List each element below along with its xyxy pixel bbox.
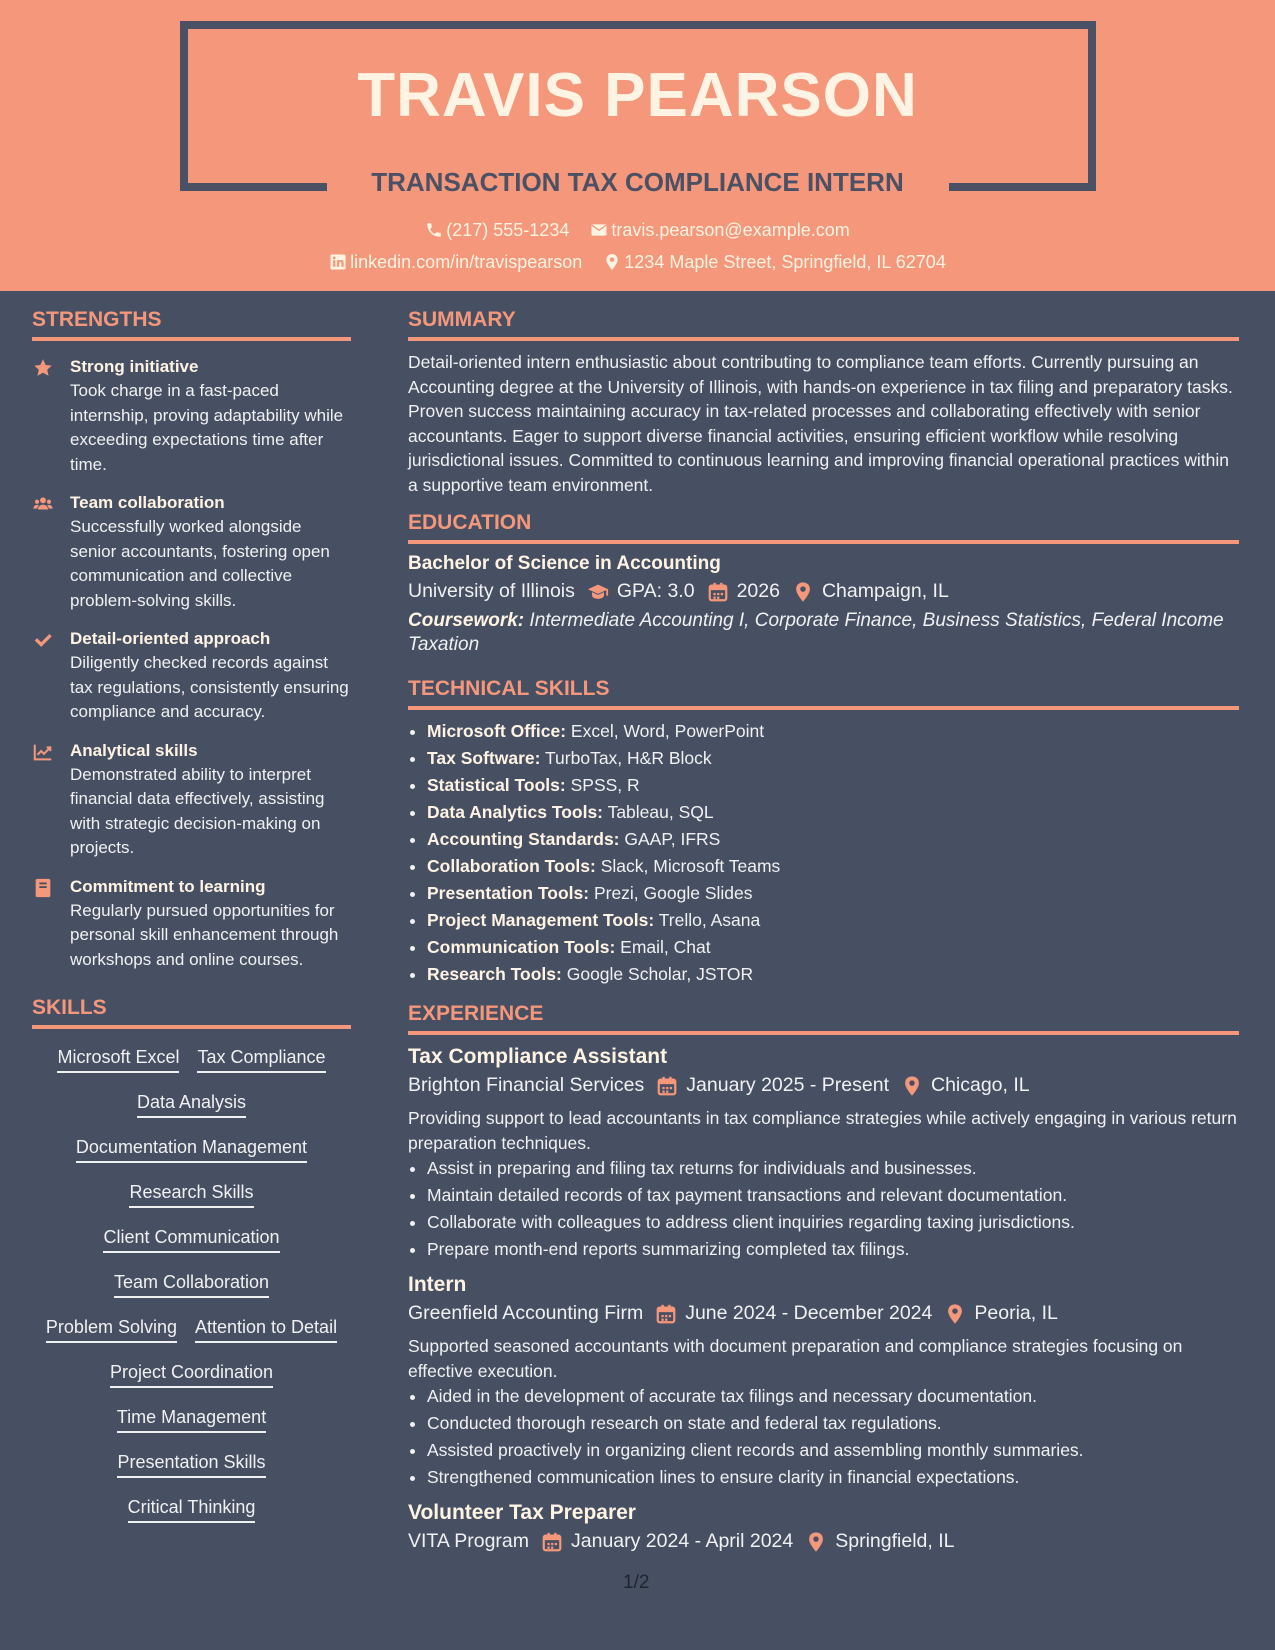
strength-item — [32, 875, 351, 973]
graduation-year: 2026 — [736, 580, 780, 602]
phone-text: (217) 555-1234 — [446, 220, 570, 240]
experience-title: EXPERIENCE — [408, 1002, 1239, 1035]
school-name: University of Illinois — [408, 580, 575, 602]
list-item: • Microsoft Office: Excel, Word, PowerPoint — [427, 718, 1239, 745]
skill-tag: Problem Solving — [46, 1317, 177, 1343]
list-item: • Assisted proactively in organizing client records and assembling monthly summaries. — [427, 1437, 1239, 1464]
graduation-cap-icon — [587, 581, 609, 603]
job-dates: January 2025 - Present — [686, 1074, 889, 1096]
list-item: • Accounting Standards: GAAP, IFRS — [427, 826, 1239, 853]
job-title: Tax Compliance Assistant — [408, 1045, 668, 1068]
users-icon — [32, 493, 54, 515]
list-item: • Conducted thorough research on state and federal tax regulations. — [427, 1410, 1239, 1437]
summary-title: SUMMARY — [408, 308, 1239, 341]
strength-title: Detail-oriented approach — [70, 629, 271, 648]
strength-desc: Successfully worked alongside senior accountants, fostering open communication and collective problem-solving skills. — [70, 517, 330, 610]
job-entry — [408, 1045, 1239, 1263]
list-item: • Project Management Tools: Trello, Asana — [427, 907, 1239, 934]
email-contact[interactable] — [590, 220, 849, 241]
linkedin-contact[interactable] — [329, 252, 582, 273]
technical-skills-title: TECHNICAL SKILLS — [408, 677, 1239, 710]
linkedin-text: linkedin.com/in/travispearson — [350, 252, 583, 272]
phone-icon — [425, 221, 443, 239]
skills-list — [32, 1037, 351, 1532]
list-item: • Collaboration Tools: Slack, Microsoft Teams — [427, 853, 1239, 880]
strength-desc: Took charge in a fast-paced internship, proving adaptability while exceeding expectations time after time. — [70, 381, 344, 474]
skills-title: SKILLS — [32, 996, 351, 1029]
location-pin-icon — [805, 1531, 827, 1553]
education-meta — [408, 580, 1239, 603]
company-name: Brighton Financial Services — [408, 1074, 645, 1096]
left-column — [32, 308, 351, 1532]
calendar-icon — [655, 1303, 677, 1325]
job-meta — [408, 1074, 1239, 1097]
job-meta — [408, 1302, 1239, 1325]
list-item: • Assist in preparing and filing tax returns for individuals and businesses. — [427, 1155, 1239, 1182]
contact-row-2 — [0, 252, 1275, 273]
address-contact — [603, 252, 946, 273]
company-name: Greenfield Accounting Firm — [408, 1302, 644, 1324]
job-dates: June 2024 - December 2024 — [685, 1302, 933, 1324]
job-entry — [408, 1273, 1239, 1491]
calendar-icon — [707, 581, 729, 603]
strengths-title: STRENGTHS — [32, 308, 351, 341]
list-item: • Strengthened communication lines to ensure clarity in financial expectations. — [427, 1464, 1239, 1491]
envelope-icon — [590, 221, 608, 239]
gpa-text: GPA: 3.0 — [616, 580, 695, 602]
candidate-name: TRAVIS PEARSON — [357, 61, 918, 130]
coursework — [408, 609, 1239, 657]
strength-desc: Regularly pursued opportunities for personal skill enhancement through workshops and online courses. — [70, 900, 339, 969]
skill-tag: Presentation Skills — [117, 1452, 265, 1478]
address-text: 1234 Maple Street, Springfield, IL 62704 — [624, 252, 946, 272]
calendar-icon — [656, 1075, 678, 1097]
skill-tag: Team Collaboration — [114, 1272, 269, 1298]
job-location: Peoria, IL — [974, 1302, 1058, 1324]
page-number: 1/2 — [623, 1572, 650, 1593]
skill-tag: Microsoft Excel — [57, 1047, 179, 1073]
check-icon — [32, 629, 54, 651]
job-entry — [408, 1501, 1239, 1553]
job-location: Springfield, IL — [835, 1530, 955, 1552]
job-description: Providing support to lead accountants in tax compliance strategies while actively engaging in various return preparation techniques. — [408, 1108, 1237, 1153]
strength-title: Analytical skills — [70, 740, 198, 760]
strength-item — [32, 491, 351, 613]
book-icon — [32, 877, 54, 899]
location-pin-icon — [792, 581, 814, 603]
list-item: • Communication Tools: Email, Chat — [427, 934, 1239, 961]
list-item: • Tax Software: TurboTax, H&R Block — [427, 745, 1239, 772]
chart-line-icon — [32, 741, 54, 763]
job-bullets — [427, 1383, 1239, 1491]
email-text: travis.pearson@example.com — [611, 220, 850, 240]
list-item: • Aided in the development of accurate tax filings and necessary documentation. — [427, 1383, 1239, 1410]
skill-tag: Research Skills — [129, 1182, 253, 1208]
star-icon — [32, 357, 54, 379]
coursework-label: Coursework: — [408, 610, 525, 631]
list-item: • Statistical Tools: SPSS, R — [427, 772, 1239, 799]
skill-tag: Data Analysis — [137, 1092, 246, 1118]
skill-tag: Critical Thinking — [128, 1497, 256, 1523]
list-item: • Collaborate with colleagues to address client inquiries regarding taxing jurisdictions. — [427, 1209, 1239, 1236]
list-item: • Prepare month-end reports summarizing completed tax filings. — [427, 1236, 1239, 1263]
coursework-text: Intermediate Accounting I, Corporate Finance, Business Statistics, Federal Income Taxation — [408, 610, 1224, 655]
skill-tag: Tax Compliance — [197, 1047, 325, 1073]
strength-title: Strong initiative — [70, 357, 199, 376]
job-dates: January 2024 - April 2024 — [571, 1530, 794, 1552]
job-title: Volunteer Tax Preparer — [408, 1501, 636, 1524]
school-location: Champaign, IL — [821, 580, 949, 602]
degree-title: Bachelor of Science in Accounting — [408, 553, 721, 574]
strength-title: Team collaboration — [70, 493, 225, 512]
strength-item — [32, 739, 351, 861]
list-item: • Research Tools: Google Scholar, JSTOR — [427, 961, 1239, 988]
right-column — [408, 308, 1239, 1553]
education-title: EDUCATION — [408, 511, 1239, 544]
strength-desc: Diligently checked records against tax regulations, consistently ensuring compliance and accuracy. — [70, 653, 349, 721]
location-pin-icon — [944, 1303, 966, 1325]
technical-skills-list — [427, 718, 1239, 988]
list-item: • Data Analytics Tools: Tableau, SQL — [427, 799, 1239, 826]
strength-item — [32, 355, 351, 477]
job-title: Intern — [408, 1273, 467, 1296]
company-name: VITA Program — [408, 1530, 530, 1552]
job-location: Chicago, IL — [930, 1074, 1030, 1096]
skill-tag: Time Management — [117, 1407, 266, 1433]
job-role: TRANSACTION TAX COMPLIANCE INTERN — [371, 167, 904, 197]
location-pin-icon — [603, 253, 621, 271]
resume-header — [0, 0, 1275, 291]
calendar-icon — [541, 1531, 563, 1553]
summary-text: Detail-oriented intern enthusiastic about contributing to compliance team efforts. Currently pursuing an Accounting degree at the University of Illinois, with hands-on experience in tax filing and preparatory tasks. Proven success maintaining accuracy in tax-related processes and collaborating effectively with senior accountants. Eager to support diverse financial activities, ensuring efficient workflow while resolving jurisdictional issues. Committed to continuous learning and improving financial operational practices within a supportive team environment. — [408, 352, 1233, 495]
skill-tag: Attention to Detail — [195, 1317, 337, 1343]
skill-tag: Client Communication — [103, 1227, 279, 1253]
skill-tag: Project Coordination — [110, 1362, 273, 1388]
strength-desc: Demonstrated ability to interpret financial data effectively, assisting with strategic decision-making on projects. — [70, 764, 325, 857]
contact-row-1 — [0, 220, 1275, 241]
location-pin-icon — [901, 1075, 923, 1097]
strength-title: Commitment to learning — [70, 876, 266, 896]
list-item: • Maintain detailed records of tax payment transactions and relevant documentation. — [427, 1182, 1239, 1209]
job-bullets — [427, 1155, 1239, 1263]
job-meta — [408, 1530, 1239, 1553]
phone-contact[interactable] — [425, 220, 569, 241]
strength-item — [32, 627, 351, 725]
linkedin-icon — [329, 253, 347, 271]
skill-tag: Documentation Management — [76, 1137, 307, 1163]
list-item: • Presentation Tools: Prezi, Google Slides — [427, 880, 1239, 907]
job-description: Supported seasoned accountants with document preparation and compliance strategies focusing on effective execution. — [408, 1336, 1183, 1381]
